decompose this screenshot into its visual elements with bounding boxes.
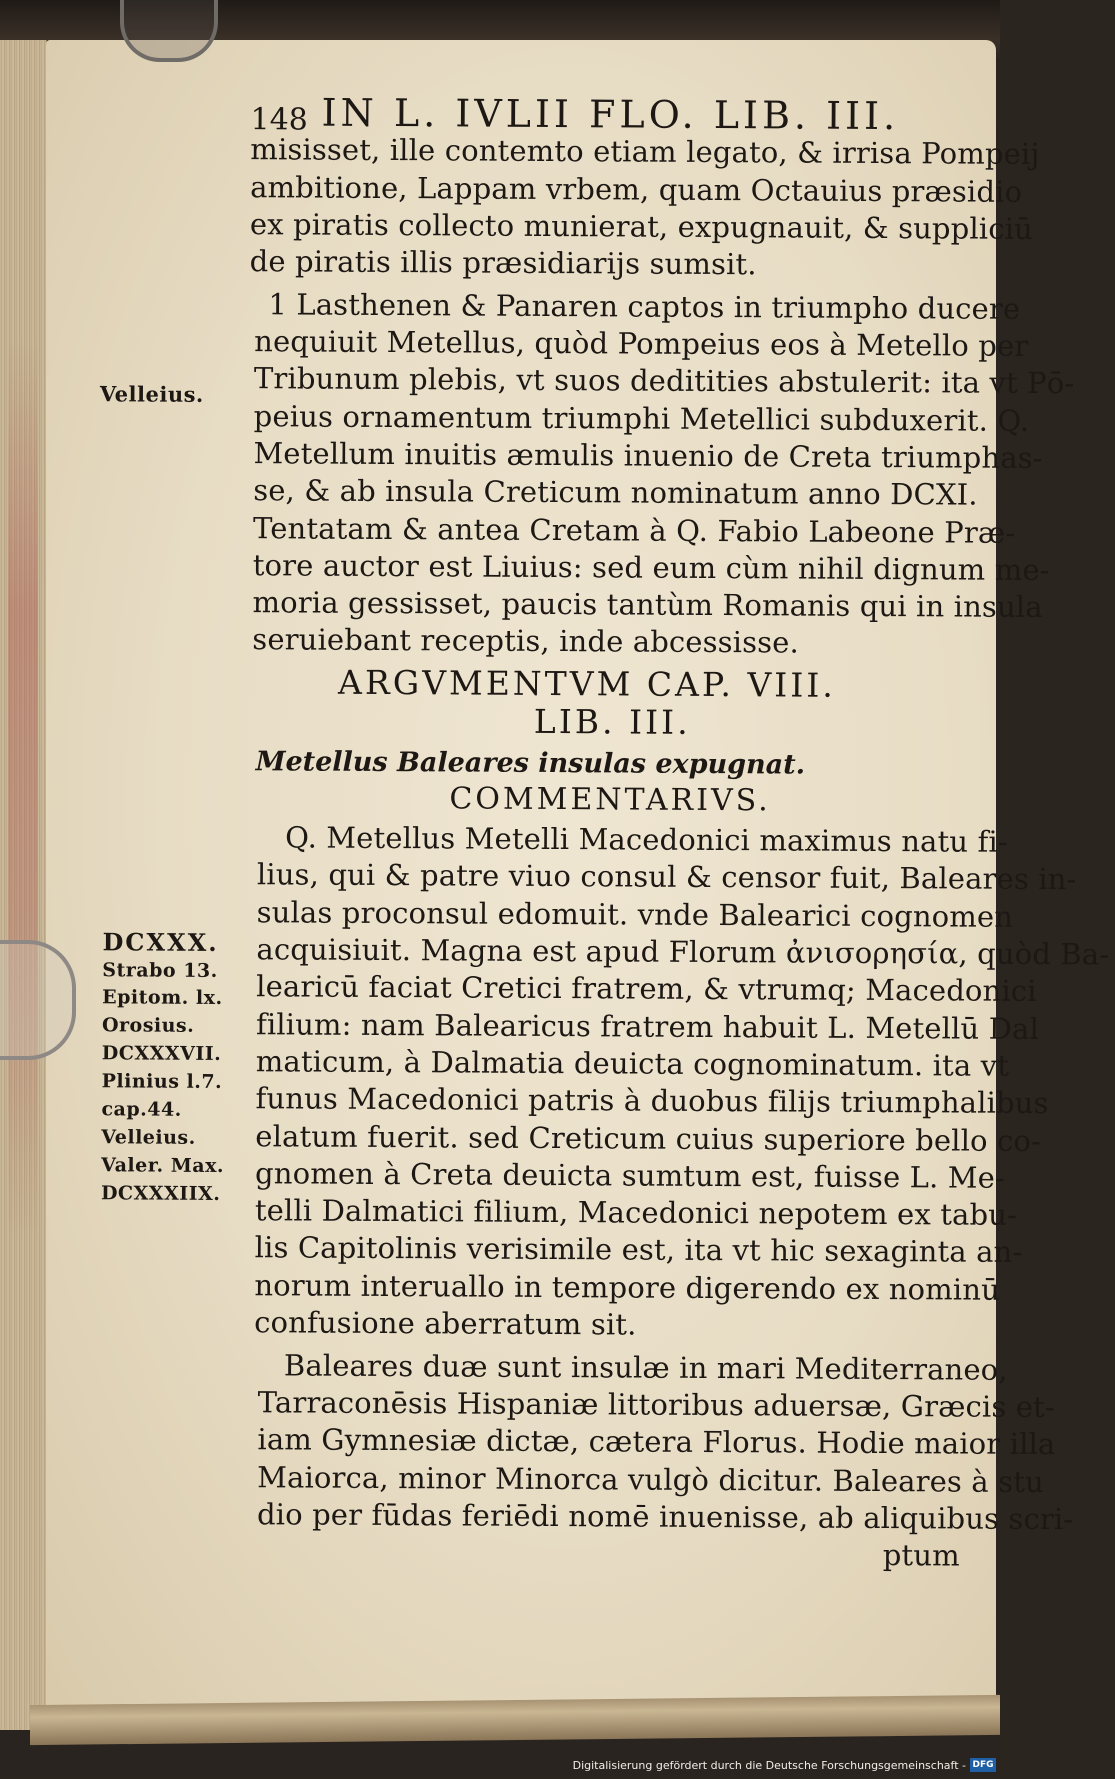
body-line: Tentatam & antea Cretam à Q. Fabio Labeone Præ- — [252, 511, 1016, 550]
chapter-summary: Metellus Baleares insulas expugnat. — [255, 746, 806, 781]
commentary-line: lis Capitolinis verisimile est, ita vt hic sexaginta an- — [254, 1230, 1023, 1269]
commentary-line: lius, qui & patre viuo consul & censor fuit, Baleares in- — [256, 857, 1077, 897]
body-line: ambitione, Lappam vrbem, quam Octauius præsidio — [250, 170, 1023, 209]
body-line: se, & ab insula Creticum nominatum anno DCXI. — [253, 473, 978, 512]
commentary-line: Tarraconēsis Hispaniæ littoribus aduersæ, Græcis et- — [257, 1385, 1055, 1425]
body-line: tore auctor est Liuius: sed eum cùm nihil dignum me- — [252, 548, 1050, 588]
margin-note: Velleius. — [99, 381, 204, 407]
footer-credit: Digitalisierung gefördert durch die Deutsche Forschungsgemeinschaft - — [572, 1759, 966, 1772]
body-line: Tribunum plebis, vt suos deditities abstulerit: ita vt Pō- — [253, 361, 1075, 401]
commentary-line: sulas proconsul edomuit. vnde Balearici cognomen — [256, 895, 1014, 934]
commentary-line: gnomen à Creta deuicta sumtum est, fuisse L. Me- — [255, 1156, 1006, 1195]
body-line: misisset, ille contemto etiam legato, & irrisa Pompeij — [250, 132, 1040, 171]
dfg-logo: DFG — [970, 1758, 996, 1772]
commentary-line: Q. Metellus Metelli Macedonici maximus natu fi- — [285, 820, 1008, 859]
book-heading: LIB. III. — [533, 701, 691, 742]
running-head: IN L. IVLII FLO. LIB. III. — [321, 90, 900, 139]
commentary-line: learicū faciat Cretici fratrem, & vtrumq; Macedonici — [256, 969, 1037, 1008]
page-number: 148 — [250, 102, 308, 138]
body-line: nequiuit Metellus, quòd Pompeius eos à Metello per — [254, 324, 1029, 363]
commentary-line: elatum fuerit. sed Creticum cuius superiore bello co- — [255, 1119, 1042, 1159]
commentary-line: dio per fūdas feriēdi nomē inuenisse, ab aliquibus scri- — [256, 1497, 1074, 1537]
margin-note: Valer. Max. — [101, 1154, 225, 1178]
commentary-line: iam Gymnesiæ dictæ, cætera Florus. Hodie maior illa — [257, 1422, 1056, 1462]
margin-note: Velleius. — [101, 1126, 196, 1149]
body-line: ex piratis collecto munierat, expugnauit, & suppliciū — [249, 207, 1034, 246]
chapter-heading: ARGVMENTVM CAP. VIII. — [337, 662, 836, 705]
commentary-line: Baleares duæ sunt insulæ in mari Mediterraneo, — [283, 1348, 1008, 1387]
commentary-line: Maiorca, minor Minorca vulgò dicitur. Baleares à stu — [257, 1460, 1044, 1500]
commentary-line: norum interuallo in tempore digerendo ex nominū — [254, 1268, 1001, 1307]
catchword: ptum — [882, 1538, 960, 1573]
commentary-line: funus Macedonici patris à duobus filijs triumphalibus — [255, 1081, 1049, 1121]
commentary-line: acquisiuit. Magna est apud Florum ἀνισορησία, quòd Ba- — [256, 932, 1110, 972]
margin-note: Orosius. — [101, 1014, 195, 1037]
margin-note: DCXXX. — [102, 927, 219, 957]
body-line: moria gessisset, paucis tantùm Romanis qui in insula — [252, 585, 1043, 625]
margin-note: DCXXXVII. — [101, 1042, 222, 1065]
body-line: de piratis illis præsidiarijs sumsit. — [249, 244, 757, 282]
commentary-line: confusione aberratum sit. — [254, 1305, 637, 1342]
body-line: seruiebant receptis, inde abcessisse. — [252, 622, 800, 660]
margin-note: Epitom. lx. — [102, 986, 223, 1010]
margin-note: cap.44. — [101, 1098, 182, 1121]
margin-note: Plinius l.7. — [101, 1070, 223, 1094]
commentary-line: maticum, à Dalmatia deuicta cognominatum. ita vt — [255, 1044, 1010, 1083]
margin-note: Strabo 13. — [102, 959, 218, 982]
body-line: Metellum inuitis æmulis inuenio de Creta triumphas- — [253, 436, 1043, 476]
body-line: 1 Lasthenen & Panaren captos in triumpho ducere — [268, 287, 1021, 326]
commentary-title: COMMENTARIVS. — [449, 781, 771, 819]
commentary-line: filium: nam Balearicus fratrem habuit L. Metellū Dal — [255, 1007, 1040, 1046]
body-line: peius ornamentum triumphi Metellici subduxerit. Q. — [253, 399, 1030, 438]
commentary-line: telli Dalmatici filium, Macedonici nepotem ex tabu- — [254, 1193, 1018, 1232]
margin-note: DCXXXIIX. — [100, 1182, 221, 1205]
